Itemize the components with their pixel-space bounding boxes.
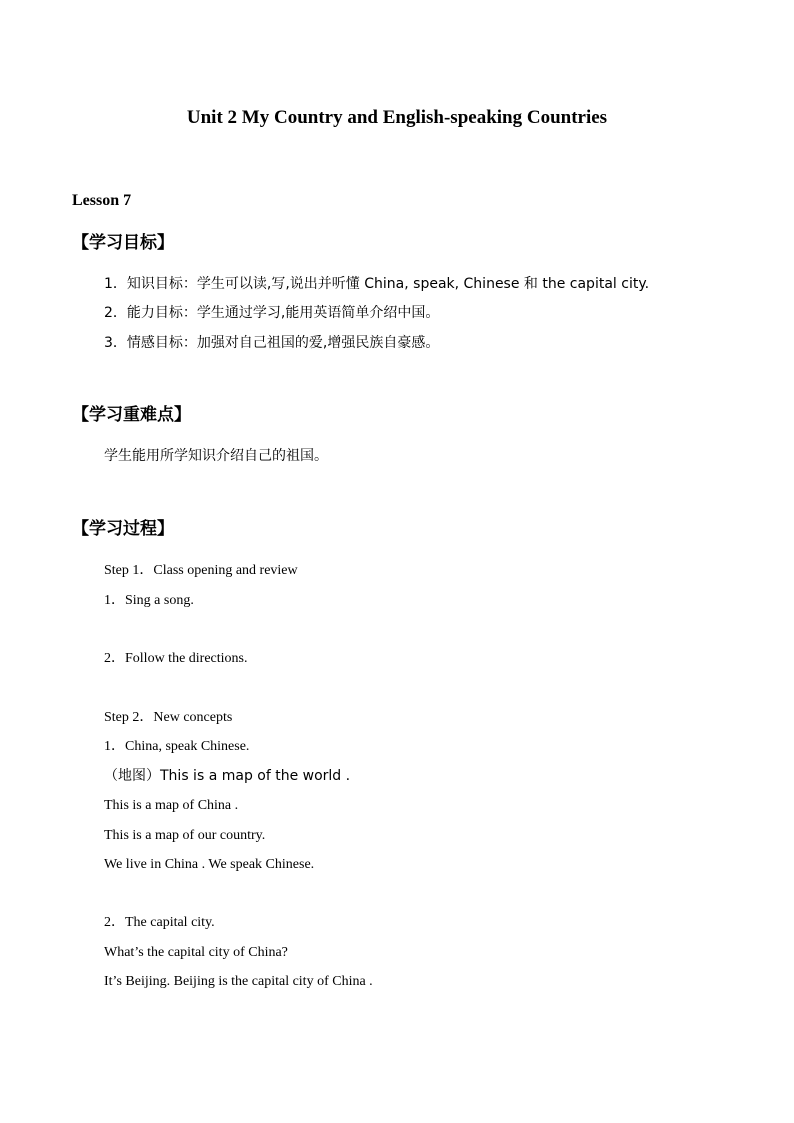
step-2-item-1: 1．China, speak Chinese.: [104, 739, 250, 754]
key-points-text: 学生能用所学知识介绍自己的祖国。: [104, 448, 328, 464]
goal-item: 1．知识目标：学生可以读,写,说出并听懂 China, speak, Chinese 和 the capital city.: [104, 276, 650, 292]
map-line-country: This is a map of our country.: [104, 828, 266, 843]
lesson-heading: Lesson 7: [72, 192, 132, 209]
step-1-item-2: 2．Follow the directions.: [104, 651, 248, 666]
process-heading: 【学习过程】: [72, 519, 174, 539]
step-2-item-2: 2．The capital city.: [104, 915, 215, 930]
map-line-world: （地图）This is a map of the world .: [104, 768, 351, 784]
goals-heading: 【学习目标】: [72, 233, 174, 253]
step-2-heading: Step 2．New concepts: [104, 710, 233, 725]
step-1-heading: Step 1．Class opening and review: [104, 563, 298, 578]
map-line-speak: We live in China . We speak Chinese.: [104, 857, 315, 872]
goal-item: 2．能力目标：学生通过学习,能用英语简单介绍中国。: [104, 305, 440, 321]
map-line-china: This is a map of China .: [104, 798, 239, 813]
goal-item: 3．情感目标：加强对自己祖国的爱,增强民族自豪感。: [104, 335, 440, 351]
step-1-item-1: 1．Sing a song.: [104, 593, 194, 608]
question-line: What’s the capital city of China?: [104, 945, 288, 960]
document-title: Unit 2 My Country and English-speaking Countries: [186, 107, 608, 128]
key-points-heading: 【学习重难点】: [72, 405, 191, 425]
answer-line: It’s Beijing. Beijing is the capital city of China .: [104, 974, 373, 989]
